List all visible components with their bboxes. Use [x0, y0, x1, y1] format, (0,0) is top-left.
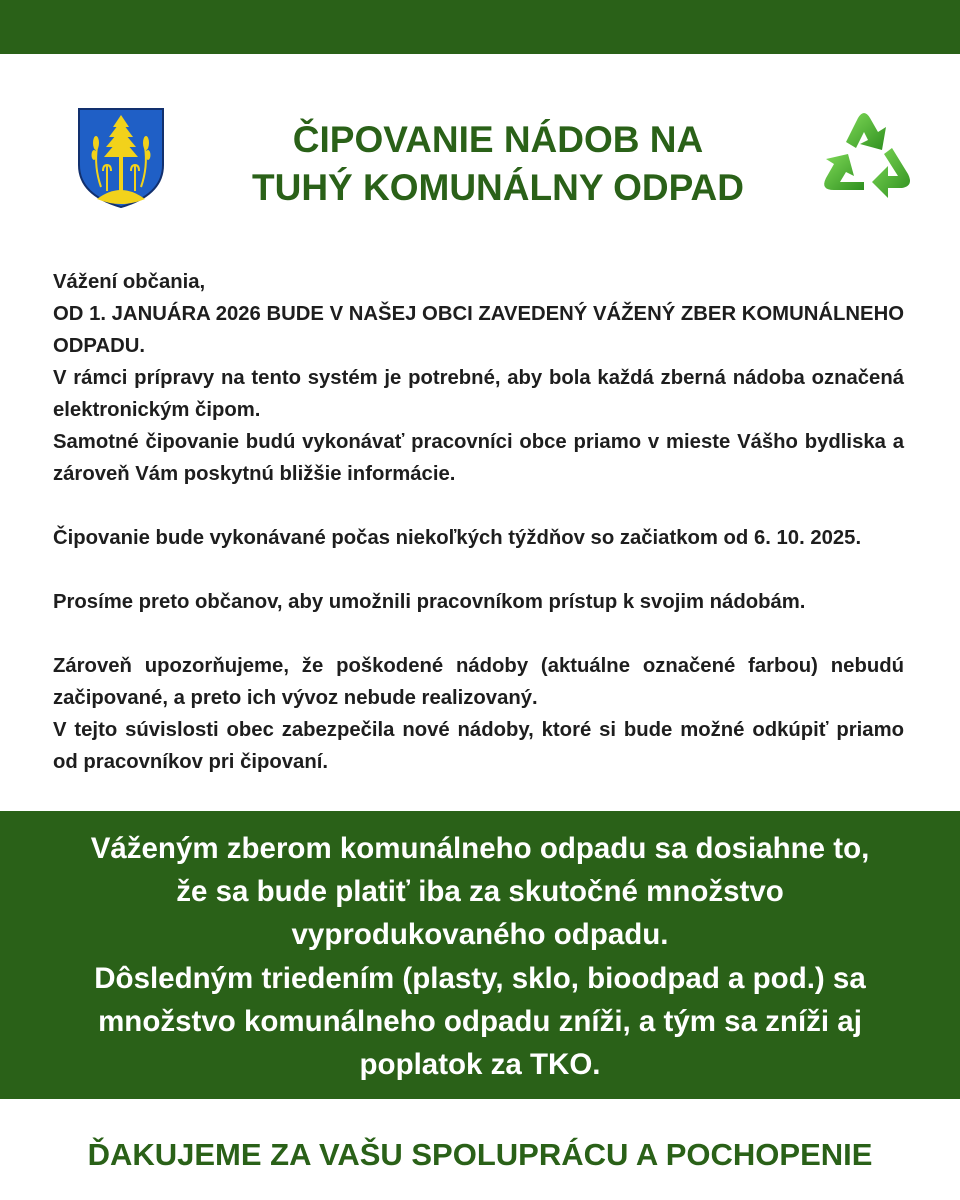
paragraph-new-bins: V tejto súvislosti obec zabezpečila nové nádoby, ktoré si bude možné odkúpiť priamo od pracovníkov pri čipovaní. — [53, 719, 904, 773]
paragraph-access-request: Prosíme preto občanov, aby umožnili pracovníkom prístup k svojim nádobám. — [53, 591, 806, 613]
highlight-line-3: vyprodukovaného odpadu. — [291, 918, 669, 952]
paragraph-preparation: V rámci prípravy na tento systém je potrebné, aby bola každá zberná nádoba označená elektronickým čipom. — [53, 367, 904, 421]
top-banner — [0, 0, 960, 54]
paragraph-chipping-workers: Samotné čipovanie budú vykonávať pracovníci obce priamo v mieste Vášho bydliska a zároveň Vám poskytnú bližšie informácie. — [53, 431, 904, 485]
highlight-line-1: Váženým zberom komunálneho odpadu sa dosiahne to, — [90, 832, 870, 865]
notice-body — [53, 266, 904, 778]
footer-thanks: ĎAKUJEME ZA VAŠU SPOLUPRÁCU A POCHOPENIE — [87, 1137, 873, 1172]
coat-of-arms-icon — [77, 107, 165, 209]
highlight-line-6: poplatok za TKO. — [359, 1048, 601, 1082]
greeting: Vážení občania, — [53, 271, 206, 293]
paragraph-announcement: OD 1. JANUÁRA 2026 BUDE V NAŠEJ OBCI ZAVEDENÝ VÁŽENÝ ZBER KOMUNÁLNEHO ODPADU. — [53, 303, 904, 357]
paragraph-schedule: Čipovanie bude vykonávané počas niekoľkých týždňov so začiatkom od 6. 10. 2025. — [53, 527, 862, 549]
highlight-line-2: že sa bude platiť iba za skutočné množstvo — [176, 875, 784, 909]
highlight-line-4: Dôsledným triedením (plasty, sklo, bioodpad a pod.) sa — [94, 961, 866, 995]
highlight-line-5: množstvo komunálneho odpadu zníži, a tým sa zníži aj — [98, 1004, 862, 1038]
title-line-2: TUHÝ KOMUNÁLNY ODPAD — [252, 167, 744, 208]
paragraph-damaged-bins: Zároveň upozorňujeme, že poškodené nádoby (aktuálne označené farbou) nebudú začipované, a preto ich vývoz nebude realizovaný. — [53, 655, 904, 709]
page-title — [180, 116, 816, 212]
highlight-text — [40, 827, 920, 1086]
title-line-1: ČIPOVANIE NÁDOB NA — [292, 119, 704, 160]
recycle-icon — [808, 104, 920, 208]
